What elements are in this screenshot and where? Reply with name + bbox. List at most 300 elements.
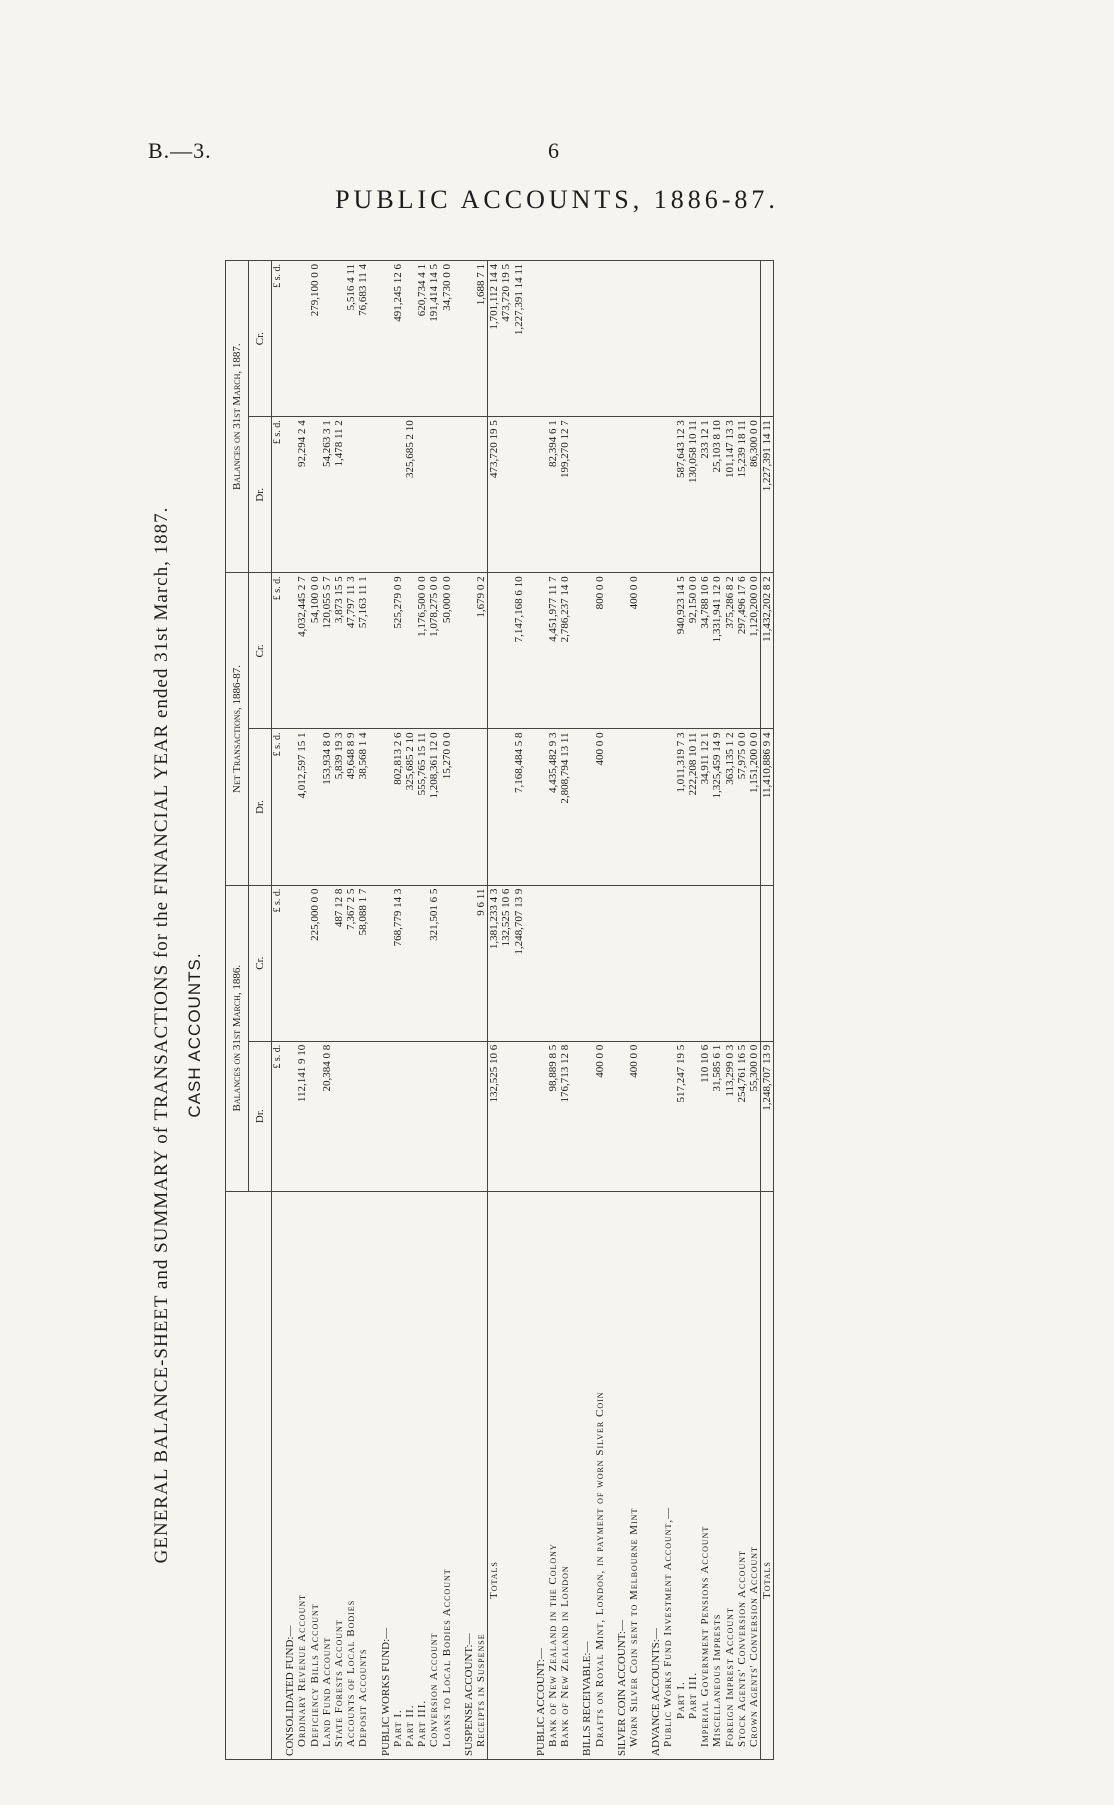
amount-cell — [628, 885, 640, 1041]
account-label: Miscellaneous Imprests — [711, 1191, 723, 1759]
amount-cell — [463, 885, 475, 1041]
section-heading-row — [463, 261, 475, 1760]
amount-cell — [500, 729, 512, 885]
amount-cell — [628, 417, 640, 573]
amount-cell — [475, 417, 488, 573]
amount-cell — [535, 417, 547, 573]
amount-cell — [650, 1041, 662, 1191]
account-label — [513, 1191, 525, 1759]
spacer-cell — [606, 729, 616, 885]
amount-cell: 1,176,500 0 0 — [416, 573, 428, 729]
amount-cell — [662, 729, 674, 885]
amount-cell — [333, 1041, 345, 1191]
amount-cell — [513, 1041, 525, 1191]
spacer-cell — [453, 885, 463, 1041]
account-label: CONSOLIDATED FUND:— — [284, 1191, 296, 1759]
account-label: Stock Agents' Conversion Account — [736, 1191, 748, 1759]
amount-cell: 54,100 0 0 — [309, 573, 321, 729]
amount-cell: 487 12 8 — [333, 885, 345, 1041]
dr-header: Dr. — [249, 729, 272, 885]
amount-cell — [284, 729, 296, 885]
amount-cell: 34,788 10 6 — [699, 573, 711, 729]
amount-cell — [650, 417, 662, 573]
account-label: Totals — [761, 1191, 774, 1759]
spacer-cell — [640, 1041, 650, 1191]
spacer-cell — [571, 417, 581, 573]
table-body — [272, 261, 774, 1760]
section-heading-row — [616, 261, 628, 1760]
amount-cell: 38,568 1 4 — [357, 729, 369, 885]
amount-cell — [628, 261, 640, 417]
totals-row — [500, 261, 512, 1760]
spacer-cell — [606, 417, 616, 573]
amount-cell — [650, 885, 662, 1041]
amount-cell — [463, 573, 475, 729]
amount-cell: 3,873 15 5 — [333, 573, 345, 729]
amount-cell: 9 6 11 — [475, 885, 488, 1041]
amount-cell — [687, 261, 699, 417]
spacer-cell — [453, 729, 463, 885]
amount-cell — [321, 885, 333, 1041]
account-label: Part II. — [404, 1191, 416, 1759]
sheet-subtitle: CASH ACCOUNTS. — [185, 952, 204, 1118]
amount-cell: 363,135 1 2 — [724, 729, 736, 885]
amount-cell — [500, 573, 512, 729]
amount-cell — [675, 261, 687, 417]
table-row — [392, 261, 404, 1760]
spacer-cell — [640, 261, 650, 417]
spacer-cell — [525, 573, 535, 729]
dr-header: Dr. — [249, 417, 272, 573]
amount-cell: 1,120,200 0 0 — [748, 573, 761, 729]
spacer-cell — [606, 573, 616, 729]
amount-cell: 57,975 0 0 — [736, 729, 748, 885]
account-label: Crown Agents' Conversion Account — [748, 1191, 761, 1759]
amount-cell — [699, 261, 711, 417]
amount-cell — [650, 261, 662, 417]
amount-cell: 587,643 12 3 — [675, 417, 687, 573]
amount-cell: 802,813 2 6 — [392, 729, 404, 885]
table-row — [675, 261, 687, 1760]
amount-cell — [699, 885, 711, 1041]
amount-cell — [345, 1041, 357, 1191]
col-group-transactions: Net Transactions, 1886-87. — [226, 573, 249, 885]
account-column-header — [226, 1191, 272, 1759]
spacer-row — [606, 261, 616, 1760]
account-label — [500, 1191, 512, 1759]
amount-cell — [345, 417, 357, 573]
dr-header: Dr. — [249, 1041, 272, 1191]
amount-cell: 2,786,237 14 0 — [559, 573, 571, 729]
amount-cell — [616, 573, 628, 729]
account-label: Part III. — [687, 1191, 699, 1759]
amount-cell: 92,150 0 0 — [687, 573, 699, 729]
amount-cell — [475, 1041, 488, 1191]
amount-cell — [761, 885, 774, 1041]
cr-header: Cr. — [249, 885, 272, 1041]
spacer-cell — [571, 261, 581, 417]
amount-cell: 191,414 14 5 — [428, 261, 440, 417]
amount-cell: 1,208,361 12 0 — [428, 729, 440, 885]
col-group-1886: Balances on 31st March, 1886. — [226, 885, 249, 1191]
amount-cell: 4,435,482 9 3 — [547, 729, 559, 885]
amount-cell: 1,227,391 14 11 — [761, 417, 774, 573]
account-label: Deposit Accounts — [357, 1191, 369, 1759]
spacer-cell — [640, 1191, 650, 1759]
amount-cell — [650, 573, 662, 729]
amount-cell — [547, 885, 559, 1041]
amount-cell: 1,478 11 2 — [333, 417, 345, 573]
amount-cell: 130,058 10 11 — [687, 417, 699, 573]
sheet-title: GENERAL BALANCE-SHEET and SUMMARY of TRANSACTIONS for the FINANCIAL YEAR ended 31st March, 1887. — [151, 506, 172, 1564]
amount-cell: 15,270 0 0 — [441, 729, 453, 885]
account-label: Land Fund Account — [321, 1191, 333, 1759]
amount-cell — [488, 729, 501, 885]
totals-row — [488, 261, 501, 1760]
amount-cell: 940,923 14 5 — [675, 573, 687, 729]
table-row — [724, 261, 736, 1760]
table-row — [687, 261, 699, 1760]
amount-cell — [321, 261, 333, 417]
amount-cell: 279,100 0 0 — [309, 261, 321, 417]
amount-cell: 34,911 12 1 — [699, 729, 711, 885]
amount-cell: 517,247 19 5 — [675, 1041, 687, 1191]
amount-cell: 20,384 0 8 — [321, 1041, 333, 1191]
amount-cell — [581, 1041, 593, 1191]
table-row — [475, 261, 488, 1760]
amount-cell: 132,525 10 6 — [500, 885, 512, 1041]
amount-cell — [616, 885, 628, 1041]
spacer-cell — [525, 885, 535, 1041]
amount-cell — [616, 729, 628, 885]
section-heading-row — [535, 261, 547, 1760]
table-row — [594, 261, 606, 1760]
amount-cell: 86,300 0 0 — [748, 417, 761, 573]
amount-cell: 254,761 16 5 — [736, 1041, 748, 1191]
spacer-cell — [571, 1191, 581, 1759]
spacer-cell — [370, 1191, 380, 1759]
account-label: PUBLIC ACCOUNT:— — [535, 1191, 547, 1759]
amount-cell: 1,701,112 14 4 — [488, 261, 501, 417]
amount-cell — [380, 417, 392, 573]
amount-cell — [581, 417, 593, 573]
amount-cell — [535, 573, 547, 729]
spacer-cell — [606, 1191, 616, 1759]
account-label: Ordinary Revenue Account — [296, 1191, 308, 1759]
table-row — [711, 261, 723, 1760]
amount-cell: 1,248,707 13 9 — [513, 885, 525, 1041]
table-row — [345, 261, 357, 1760]
account-label: Deficiency Bills Account — [309, 1191, 321, 1759]
amount-cell: 82,394 6 1 — [547, 417, 559, 573]
spacer-cell — [640, 573, 650, 729]
spacer-cell — [453, 417, 463, 573]
amount-cell: 400 0 0 — [594, 1041, 606, 1191]
amount-cell: 7,147,168 6 10 — [513, 573, 525, 729]
amount-cell — [284, 417, 296, 573]
table-row — [309, 261, 321, 1760]
amount-cell — [475, 729, 488, 885]
amount-cell: 58,088 1 7 — [357, 885, 369, 1041]
table-row — [748, 261, 761, 1760]
cr-header: Cr. — [249, 261, 272, 417]
amount-cell — [463, 1041, 475, 1191]
section-heading-row — [581, 261, 593, 1760]
amount-cell: 1,331,941 12 0 — [711, 573, 723, 729]
account-label: BILLS RECEIVABLE:— — [581, 1191, 593, 1759]
table-row — [441, 261, 453, 1760]
amount-cell — [724, 261, 736, 417]
amount-cell — [581, 573, 593, 729]
amount-cell: 153,934 8 0 — [321, 729, 333, 885]
amount-cell — [581, 885, 593, 1041]
amount-cell: 321,501 6 5 — [428, 885, 440, 1041]
spacer-cell — [640, 729, 650, 885]
amount-cell — [616, 1041, 628, 1191]
amount-cell: 4,451,977 11 7 — [547, 573, 559, 729]
amount-cell — [500, 1041, 512, 1191]
spacer-cell — [606, 1041, 616, 1191]
amount-cell: 400 0 0 — [628, 573, 640, 729]
table-row — [296, 261, 308, 1760]
spacer-cell — [370, 1041, 380, 1191]
spacer-cell — [571, 573, 581, 729]
amount-cell: 15,239 18 11 — [736, 417, 748, 573]
amount-cell: 55,300 0 0 — [748, 1041, 761, 1191]
amount-cell — [380, 885, 392, 1041]
amount-cell — [662, 417, 674, 573]
col-group-1887: Balances on 31st March, 1887. — [226, 261, 249, 573]
spacer-cell — [370, 261, 380, 417]
account-label: Part I. — [392, 1191, 404, 1759]
amount-cell — [392, 417, 404, 573]
amount-cell: 491,245 12 6 — [392, 261, 404, 417]
spacer-row — [370, 261, 380, 1760]
amount-cell: 120,055 5 7 — [321, 573, 333, 729]
amount-cell: 47,797 11 3 — [345, 573, 357, 729]
amount-cell: 113,299 0 3 — [724, 1041, 736, 1191]
account-label: Conversion Account — [428, 1191, 440, 1759]
amount-cell — [284, 573, 296, 729]
amount-cell: 800 0 0 — [594, 573, 606, 729]
spacer-cell — [453, 1191, 463, 1759]
amount-cell: 11,432,202 8 2 — [761, 573, 774, 729]
spacer-row — [453, 261, 463, 1760]
account-label: State Forests Account — [333, 1191, 345, 1759]
amount-cell — [284, 885, 296, 1041]
spacer-cell — [525, 261, 535, 417]
spacer-cell — [571, 1041, 581, 1191]
amount-cell: 132,525 10 6 — [488, 1041, 501, 1191]
amount-cell: 76,683 11 4 — [357, 261, 369, 417]
account-label: Accounts of Local Bodies — [345, 1191, 357, 1759]
amount-cell — [650, 729, 662, 885]
amount-cell — [662, 885, 674, 1041]
amount-cell — [662, 573, 674, 729]
amount-cell — [380, 1041, 392, 1191]
amount-cell — [748, 261, 761, 417]
amount-cell: 199,270 12 7 — [559, 417, 571, 573]
page-title: PUBLIC ACCOUNTS, 1886-87. — [335, 185, 779, 214]
account-label: Drafts on Royal Mint, London, in payment of worn Silver Coin — [594, 1191, 606, 1759]
amount-cell — [428, 417, 440, 573]
amount-cell: 400 0 0 — [628, 1041, 640, 1191]
amount-cell — [380, 261, 392, 417]
amount-cell — [488, 573, 501, 729]
amount-cell: 1,151,200 0 0 — [748, 729, 761, 885]
amount-cell: 297,496 17 6 — [736, 573, 748, 729]
spacer-cell — [525, 417, 535, 573]
spacer-cell — [640, 885, 650, 1041]
amount-cell — [711, 885, 723, 1041]
amount-cell — [463, 729, 475, 885]
amount-cell — [416, 417, 428, 573]
amount-cell — [748, 885, 761, 1041]
amount-cell — [581, 729, 593, 885]
amount-cell — [616, 261, 628, 417]
account-label: Public Works Fund Investment Account,— — [662, 1191, 674, 1759]
amount-cell: 49,648 8 9 — [345, 729, 357, 885]
amount-cell — [309, 417, 321, 573]
page-reference: B.—3. — [148, 138, 212, 163]
amount-cell — [675, 885, 687, 1041]
amount-cell — [404, 885, 416, 1041]
table-row — [404, 261, 416, 1760]
units-cell: £ s. d. — [272, 261, 285, 417]
amount-cell: 112,141 9 10 — [296, 1041, 308, 1191]
amount-cell: 1,688 7 1 — [475, 261, 488, 417]
amount-cell: 176,713 12 8 — [559, 1041, 571, 1191]
units-cell: £ s. d. — [272, 729, 285, 885]
amount-cell — [535, 1041, 547, 1191]
amount-cell — [594, 261, 606, 417]
amount-cell — [441, 1041, 453, 1191]
amount-cell — [535, 885, 547, 1041]
amount-cell — [463, 261, 475, 417]
amount-cell — [535, 729, 547, 885]
page-number: 6 — [548, 138, 559, 163]
units-cell: £ s. d. — [272, 885, 285, 1041]
table-row — [699, 261, 711, 1760]
amount-cell: 1,248,707 13 9 — [761, 1041, 774, 1191]
units-cell: £ s. d. — [272, 1041, 285, 1191]
amount-cell: 1,227,391 14 11 — [513, 261, 525, 417]
amount-cell — [724, 885, 736, 1041]
account-label: Worn Silver Coin sent to Melbourne Mint — [628, 1191, 640, 1759]
amount-cell — [662, 261, 674, 417]
amount-cell — [535, 261, 547, 417]
spacer-row — [640, 261, 650, 1760]
spacer-cell — [370, 729, 380, 885]
amount-cell: 325,685 2 10 — [404, 417, 416, 573]
amount-cell: 1,679 0 2 — [475, 573, 488, 729]
amount-cell — [380, 729, 392, 885]
amount-cell — [628, 729, 640, 885]
spacer-cell — [640, 417, 650, 573]
account-label: Foreign Imprest Account — [724, 1191, 736, 1759]
spacer-cell — [525, 1041, 535, 1191]
spacer-cell — [453, 1041, 463, 1191]
amount-cell: 101,147 13 3 — [724, 417, 736, 573]
amount-cell: 473,720 19 5 — [500, 261, 512, 417]
amount-cell — [404, 261, 416, 417]
amount-cell — [662, 1041, 674, 1191]
account-label: Part III. — [416, 1191, 428, 1759]
amount-cell — [736, 885, 748, 1041]
spacer-cell — [453, 573, 463, 729]
amount-cell — [357, 417, 369, 573]
table-row — [416, 261, 428, 1760]
amount-cell — [687, 1041, 699, 1191]
table-row — [736, 261, 748, 1760]
amount-cell — [581, 261, 593, 417]
amount-cell — [761, 261, 774, 417]
amount-cell — [513, 417, 525, 573]
amount-cell — [559, 261, 571, 417]
amount-cell — [380, 573, 392, 729]
amount-cell — [441, 417, 453, 573]
table-row — [547, 261, 559, 1760]
amount-cell: 1,325,459 14 9 — [711, 729, 723, 885]
units-cell: £ s. d. — [272, 573, 285, 729]
amount-cell: 7,168,484 5 8 — [513, 729, 525, 885]
amount-cell: 1,078,275 0 0 — [428, 573, 440, 729]
amount-cell: 1,381,233 4 3 — [488, 885, 501, 1041]
account-label: Bank of New Zealand in the Colony — [547, 1191, 559, 1759]
cash-accounts-table — [225, 260, 774, 1760]
amount-cell — [463, 417, 475, 573]
amount-cell: 2,808,794 13 11 — [559, 729, 571, 885]
account-label: Receipts in Suspense — [475, 1191, 488, 1759]
spacer-cell — [606, 261, 616, 417]
amount-cell — [736, 261, 748, 417]
account-label: SUSPENSE ACCOUNT:— — [463, 1191, 475, 1759]
amount-cell — [416, 1041, 428, 1191]
balance-sheet — [145, 264, 875, 1775]
amount-cell — [296, 261, 308, 417]
section-heading-row — [380, 261, 392, 1760]
section-heading-row — [650, 261, 662, 1760]
amount-cell: 555,765 15 11 — [416, 729, 428, 885]
amount-cell — [547, 261, 559, 417]
table-row — [662, 261, 674, 1760]
units-label-cell — [272, 1191, 285, 1759]
account-label: Loans to Local Bodies Account — [441, 1191, 453, 1759]
amount-cell: 400 0 0 — [594, 729, 606, 885]
amount-cell — [594, 417, 606, 573]
amount-cell: 34,730 0 0 — [441, 261, 453, 417]
amount-cell — [559, 885, 571, 1041]
amount-cell — [594, 885, 606, 1041]
amount-cell — [296, 885, 308, 1041]
units-cell: £ s. d. — [272, 417, 285, 573]
totals-row — [513, 261, 525, 1760]
amount-cell: 50,000 0 0 — [441, 573, 453, 729]
amount-cell: 222,208 10 11 — [687, 729, 699, 885]
amount-cell — [309, 729, 321, 885]
table-row — [559, 261, 571, 1760]
table-row — [321, 261, 333, 1760]
amount-cell: 4,032,445 2 7 — [296, 573, 308, 729]
account-label: PUBLIC WORKS FUND:— — [380, 1191, 392, 1759]
amount-cell — [333, 261, 345, 417]
account-label: Imperial Government Pensions Account — [699, 1191, 711, 1759]
amount-cell — [500, 417, 512, 573]
amount-cell: 525,279 0 9 — [392, 573, 404, 729]
table-row — [333, 261, 345, 1760]
cr-header: Cr. — [249, 573, 272, 729]
amount-cell: 375,286 8 2 — [724, 573, 736, 729]
